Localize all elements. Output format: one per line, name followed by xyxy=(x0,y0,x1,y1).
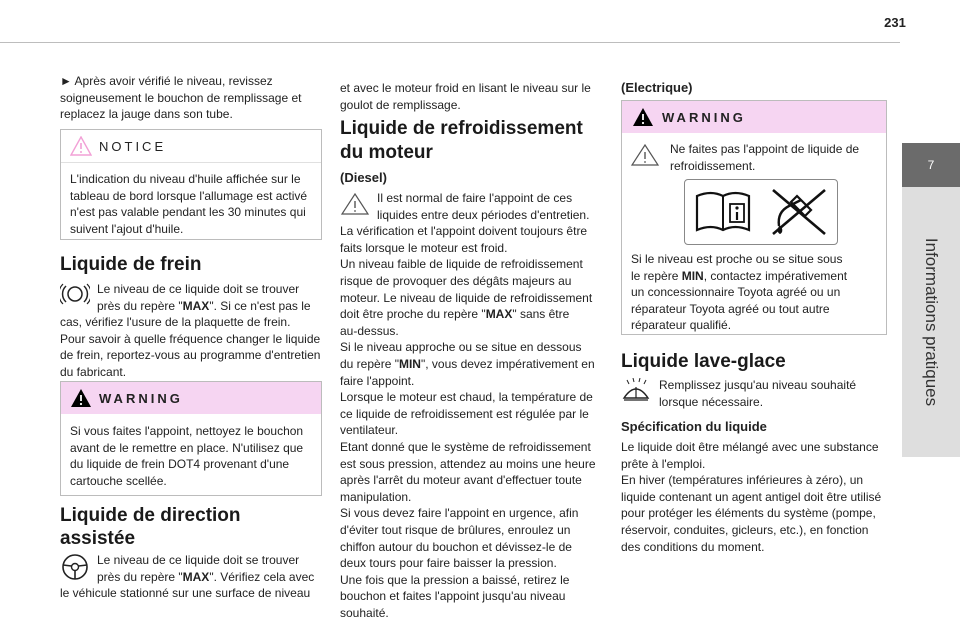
coolant-line: faits lorsque le moteur est froid. xyxy=(340,240,508,255)
warning-icon-line: refroidissement. xyxy=(670,158,756,173)
coolant-line: Un niveau faible de liquide de refroidissement xyxy=(340,257,583,272)
intro-line: replacez la jauge dans son tube. xyxy=(60,107,233,122)
steering-text-line: près du repère "MAX". Vérifiez cela avec xyxy=(97,569,315,584)
warning-header xyxy=(61,382,321,414)
coolant-line: faire l'appoint. xyxy=(340,373,415,388)
warning-line: Si vous faites l'appoint, nettoyez le bouchon xyxy=(70,424,304,438)
washer-icon-line: Remplissez jusqu'au niveau souhaité xyxy=(659,378,857,392)
chapter-tab[interactable]: 7 xyxy=(902,143,960,187)
spec-line: liquide contenant un agent antigel doit être utilisé xyxy=(621,489,882,504)
col2-intro-line: goulot de remplissage. xyxy=(340,97,461,112)
page-number: 231 xyxy=(884,15,906,30)
spec-line: En hiver (températures inférieures à zéro), un xyxy=(621,473,864,488)
coolant-line: souhaité. xyxy=(340,606,389,620)
header-rule xyxy=(0,42,900,43)
warning-triangle-icon xyxy=(70,136,92,156)
coolant-line: au-dessus. xyxy=(340,323,399,338)
warning-header xyxy=(622,101,886,133)
coolant-line: doit être proche du repère "MAX" sans être xyxy=(340,307,570,322)
notice-header xyxy=(61,130,321,163)
notice-box xyxy=(60,129,322,240)
notice-line: tableau de bord lorsque l'allumage est activé xyxy=(70,188,308,203)
manual-book-icon xyxy=(693,188,753,236)
diesel-icon-line: Il est normal de faire l'appoint de ces xyxy=(377,191,573,205)
steering-wheel-icon xyxy=(60,554,90,580)
coolant-line: La vérification et l'appoint doivent toujours être xyxy=(340,224,588,239)
warning-line: un concessionnaire Toyota agréé ou un xyxy=(631,285,841,300)
warning-box xyxy=(621,100,887,335)
col2-intro-line: et avec le moteur froid en lisant le niveau sur le xyxy=(340,81,591,95)
coolant-line: risque de provoquer des dégâts majeurs au xyxy=(340,274,572,288)
warning-icon-line: Ne faites pas l'appoint de liquide de xyxy=(670,142,860,156)
coolant-line: du repère "MIN", vous devez impérativement en xyxy=(340,357,595,371)
steering-fluid-title: assistée xyxy=(60,528,136,549)
brake-text-line: près du repère "MAX". Si ce n'est pas le xyxy=(97,298,311,313)
coolant-title: Liquide de refroidissement xyxy=(340,118,583,139)
steering-text-line: Le niveau de ce liquide doit se trouver xyxy=(97,553,300,567)
steering-fluid-title: Liquide de direction xyxy=(60,505,241,526)
notice-line: n'est pas valable pendant les 30 minutes qui xyxy=(70,205,306,220)
no-refill-icon xyxy=(767,184,831,240)
coolant-title: du moteur xyxy=(340,142,433,163)
steering-text-line: le véhicule stationné sur une surface de niveau xyxy=(60,586,311,601)
coolant-line: Si vous devez faire l'appoint en urgence, afin xyxy=(340,506,579,521)
brake-text-line: du fabricant. xyxy=(60,365,127,379)
warning-line: du liquide de frein DOT4 provenant d'une xyxy=(70,457,290,472)
washer-fluid-title: Liquide lave-glace xyxy=(621,351,786,372)
warning-line: le repère MIN, contactez impérativement xyxy=(631,268,848,283)
intro-line: soigneusement le bouchon de remplissage et xyxy=(60,90,302,105)
coolant-line: est sous pression, attendez au moins une heure xyxy=(340,456,596,471)
spec-line: des conditions du moment. xyxy=(621,539,765,554)
warning-triangle-icon xyxy=(632,107,654,127)
washer-fluid-icon xyxy=(621,378,651,402)
coolant-line: chiffon autour du bouchon et dévissez-le de xyxy=(340,539,572,554)
coolant-line: ce liquide de refroidissement est régulée par le xyxy=(340,406,589,421)
fluid-spec-title: Spécification du liquide xyxy=(621,419,767,434)
brake-text-line: cas, vérifiez l'usure de la plaquette de frein. xyxy=(60,315,291,330)
coolant-line: d'éviter tout risque de brûlures, enroulez un xyxy=(340,523,571,537)
caution-triangle-icon xyxy=(340,192,370,216)
electric-label: (Electrique) xyxy=(621,80,693,95)
chapter-title: Informations pratiques xyxy=(922,237,941,407)
warning-line: avant de le remettre en place. N'utilisez que xyxy=(70,440,304,455)
coolant-line: manipulation. xyxy=(340,489,412,504)
warning-triangle-icon xyxy=(70,388,92,408)
brake-text-line: de frein, reportez-vous au programme d'entretien xyxy=(60,348,321,363)
warning-box xyxy=(60,381,322,496)
warning-label: WARNING xyxy=(662,109,746,125)
notice-label: NOTICE xyxy=(99,138,167,154)
diesel-icon-line: liquides entre deux périodes d'entretien. xyxy=(377,207,590,222)
coolant-line: Si le niveau approche ou se situe en dessous xyxy=(340,340,582,355)
caution-triangle-icon xyxy=(630,143,660,167)
coolant-line: moteur. Le niveau de liquide de refroidissement xyxy=(340,290,593,305)
coolant-line: ventilateur. xyxy=(340,423,399,438)
warning-line: cartouche scellée. xyxy=(70,473,167,488)
notice-line: L'indication du niveau d'huile affichée sur le xyxy=(70,172,301,186)
coolant-line: Lorsque le moteur est chaud, la température de xyxy=(340,390,593,405)
spec-line: pour protéger les éléments du système (pompe, xyxy=(621,506,876,521)
warning-line: réparateur Toyota agréé ou tout autre xyxy=(631,301,830,316)
illustration-frame xyxy=(684,179,838,245)
diesel-label: (Diesel) xyxy=(340,170,387,185)
spec-line: réservoir, conduites, gicleurs, etc.), en fonction xyxy=(621,523,869,537)
brake-text-line: Pour savoir à quelle fréquence changer le liquide xyxy=(60,331,321,346)
warning-line: réparateur qualifié. xyxy=(631,318,732,333)
coolant-line: Etant donné que le système de refroidissement xyxy=(340,440,591,454)
brake-text-line: Le niveau de ce liquide doit se trouver xyxy=(97,282,300,296)
notice-line: suivent l'ajout d'huile. xyxy=(70,221,184,236)
coolant-line: bouchon et faites l'appoint jusqu'au niveau xyxy=(340,589,566,604)
brake-fluid-title: Liquide de frein xyxy=(60,254,202,275)
washer-icon-line: lorsque nécessaire. xyxy=(659,394,764,409)
coolant-line: deux tours pour faire baisser la pression. xyxy=(340,556,557,571)
warning-label: WARNING xyxy=(99,390,183,406)
spec-line: Le liquide doit être mélangé avec une substance xyxy=(621,440,879,454)
intro-line: ► Après avoir vérifié le niveau, revissez xyxy=(60,74,273,88)
warning-line: Si le niveau est proche ou se situe sous xyxy=(631,252,843,266)
brake-fluid-icon xyxy=(60,282,90,306)
coolant-line: Une fois que la pression a baissé, retirez le xyxy=(340,572,570,587)
coolant-line: après l'arrêt du moteur avant d'effectuer toute xyxy=(340,473,582,488)
spec-line: prête à l'emploi. xyxy=(621,456,706,471)
